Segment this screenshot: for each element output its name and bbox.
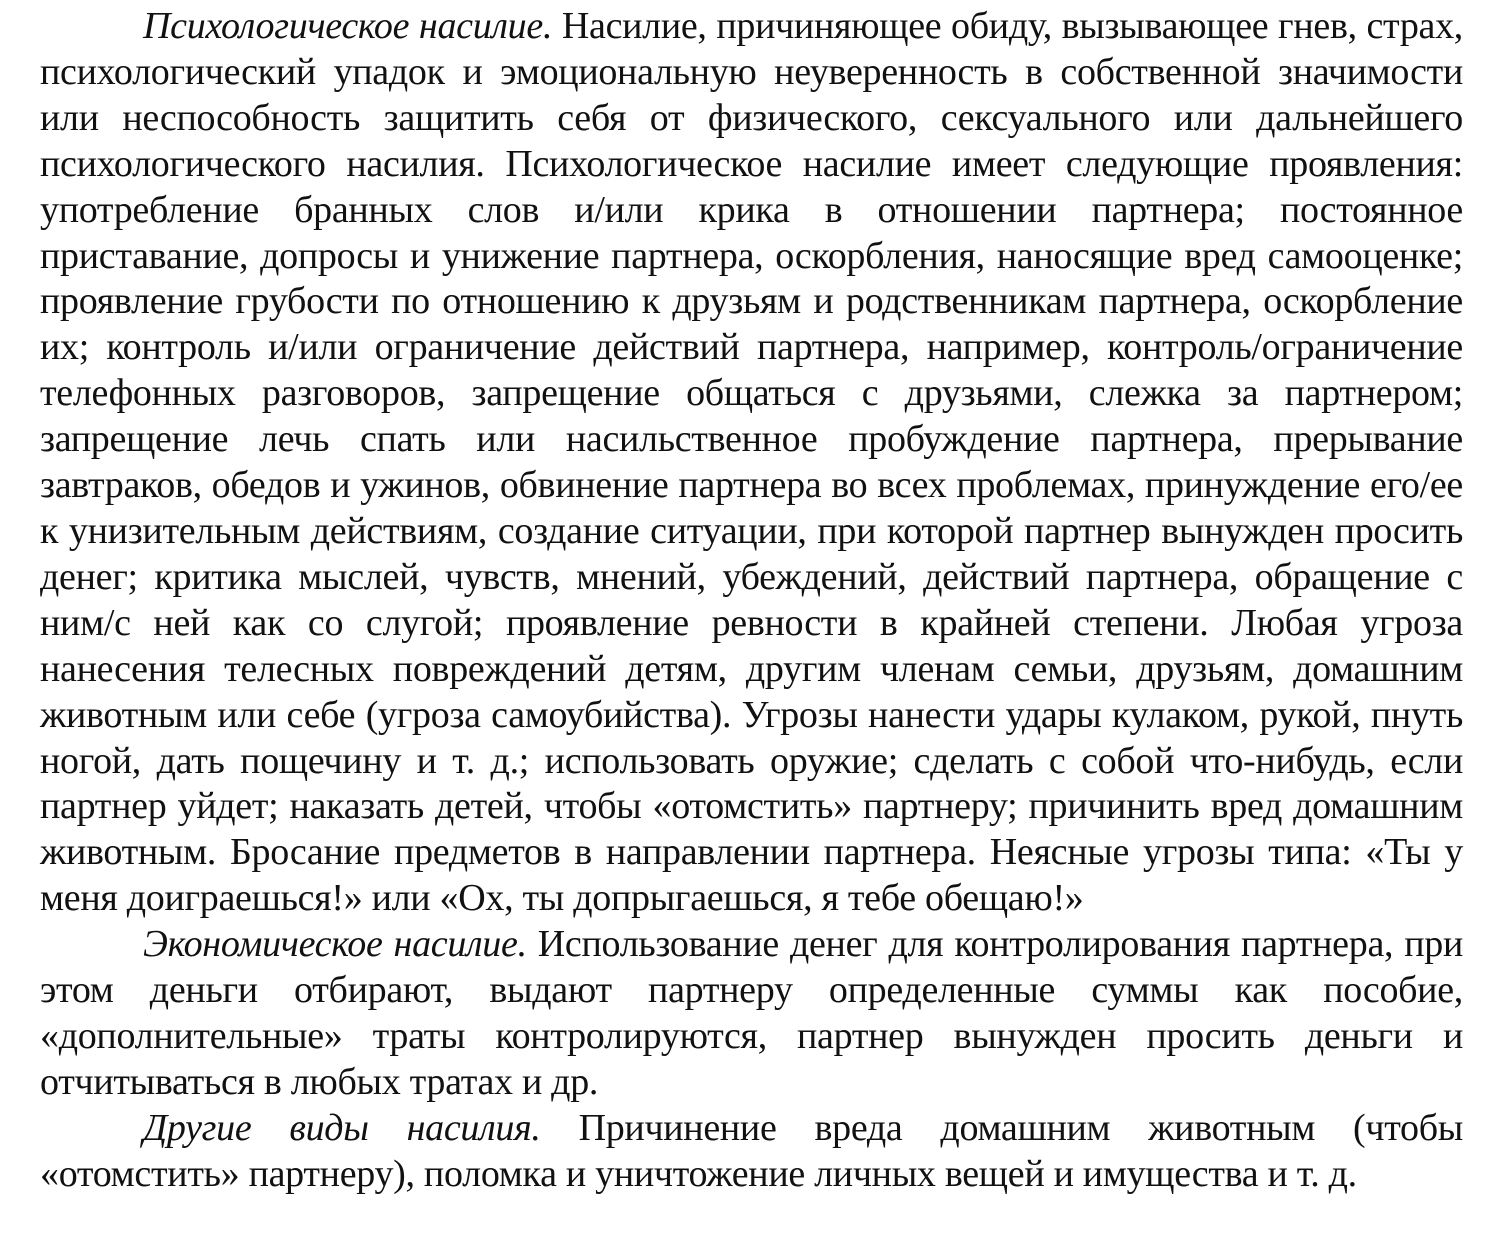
term-heading: Экономическое насилие. xyxy=(143,923,527,966)
term-heading: Психологическое насилие. xyxy=(143,5,553,47)
paragraph-text: Насилие, причиняющее обиду, вызывающее гнев, страх, психологический упадок и эмоциональную неуверенность в собственной значимости или неспособность защитить себя от физического, сексуального или дальнейшего психологического насилия. Психологическое насилие имеет следующие проявления: употребление бранных слов и/или крика в отношении партнера; постоянное приставание, допросы и унижение партнера, оскорбления, наносящие вред самооценке; проявление грубости по отношению к друзьям и родственникам партнера, оскорбление их; контроль и/или ограничение действий партнера, например, контроль/ограничение телефонных разговоров, запрещение общаться с друзьями, слежка за партнером; запрещение лечь спать или насильственное пробуждение партнера, прерывание завтраков, обедов и ужинов, обвинение партнера во всех проблемах, принуждение его/ее к унизительным действиям, создание ситуации, при которой партнер вынужден просить денег; критика мыслей, чувств, мнений, убеждений, действий партнера, обращение с ним/с ней как со слугой; проявление ревности в крайней степени. Любая угроза нанесения телесных повреждений детям, другим членам семьи, друзьям, домашним животным или себе (угроза самоубийства). Угрозы нанести удары кулаком, рукой, пнуть ногой, дать пощечину и т. д.; использовать оружие; сделать с собой что-нибудь, если партнер уйдет; наказать детей, чтобы «отомстить» партнеру; причинить вред домашним животным. Бросание предметов в направлении партнера. Неясные угрозы типа: «Ты у меня доиграешься!» или «Ох, ты допрыгаешься, я тебе обещаю!» xyxy=(40,5,1463,920)
paragraph-text: Причинение вреда домашним животным (чтобы «отомстить» партнеру), поломка и уничтожение личных вещей и имущества и т. д. xyxy=(40,1106,1463,1195)
paragraph-other-violence xyxy=(40,1106,1463,1198)
paragraph-psychological-violence xyxy=(40,4,1463,922)
paragraph-economic-violence xyxy=(40,922,1463,1106)
paragraph-text: Использование денег для контролирования партнера, при этом деньги отбирают, выдают партнеру определенные суммы как пособие, «дополнительные» траты контролируются, партнер вынужден просить деньги и отчитываться в любых тратах и др. xyxy=(40,923,1463,1103)
term-heading: Другие виды насилия. xyxy=(143,1106,541,1149)
document-page xyxy=(40,4,1463,1198)
